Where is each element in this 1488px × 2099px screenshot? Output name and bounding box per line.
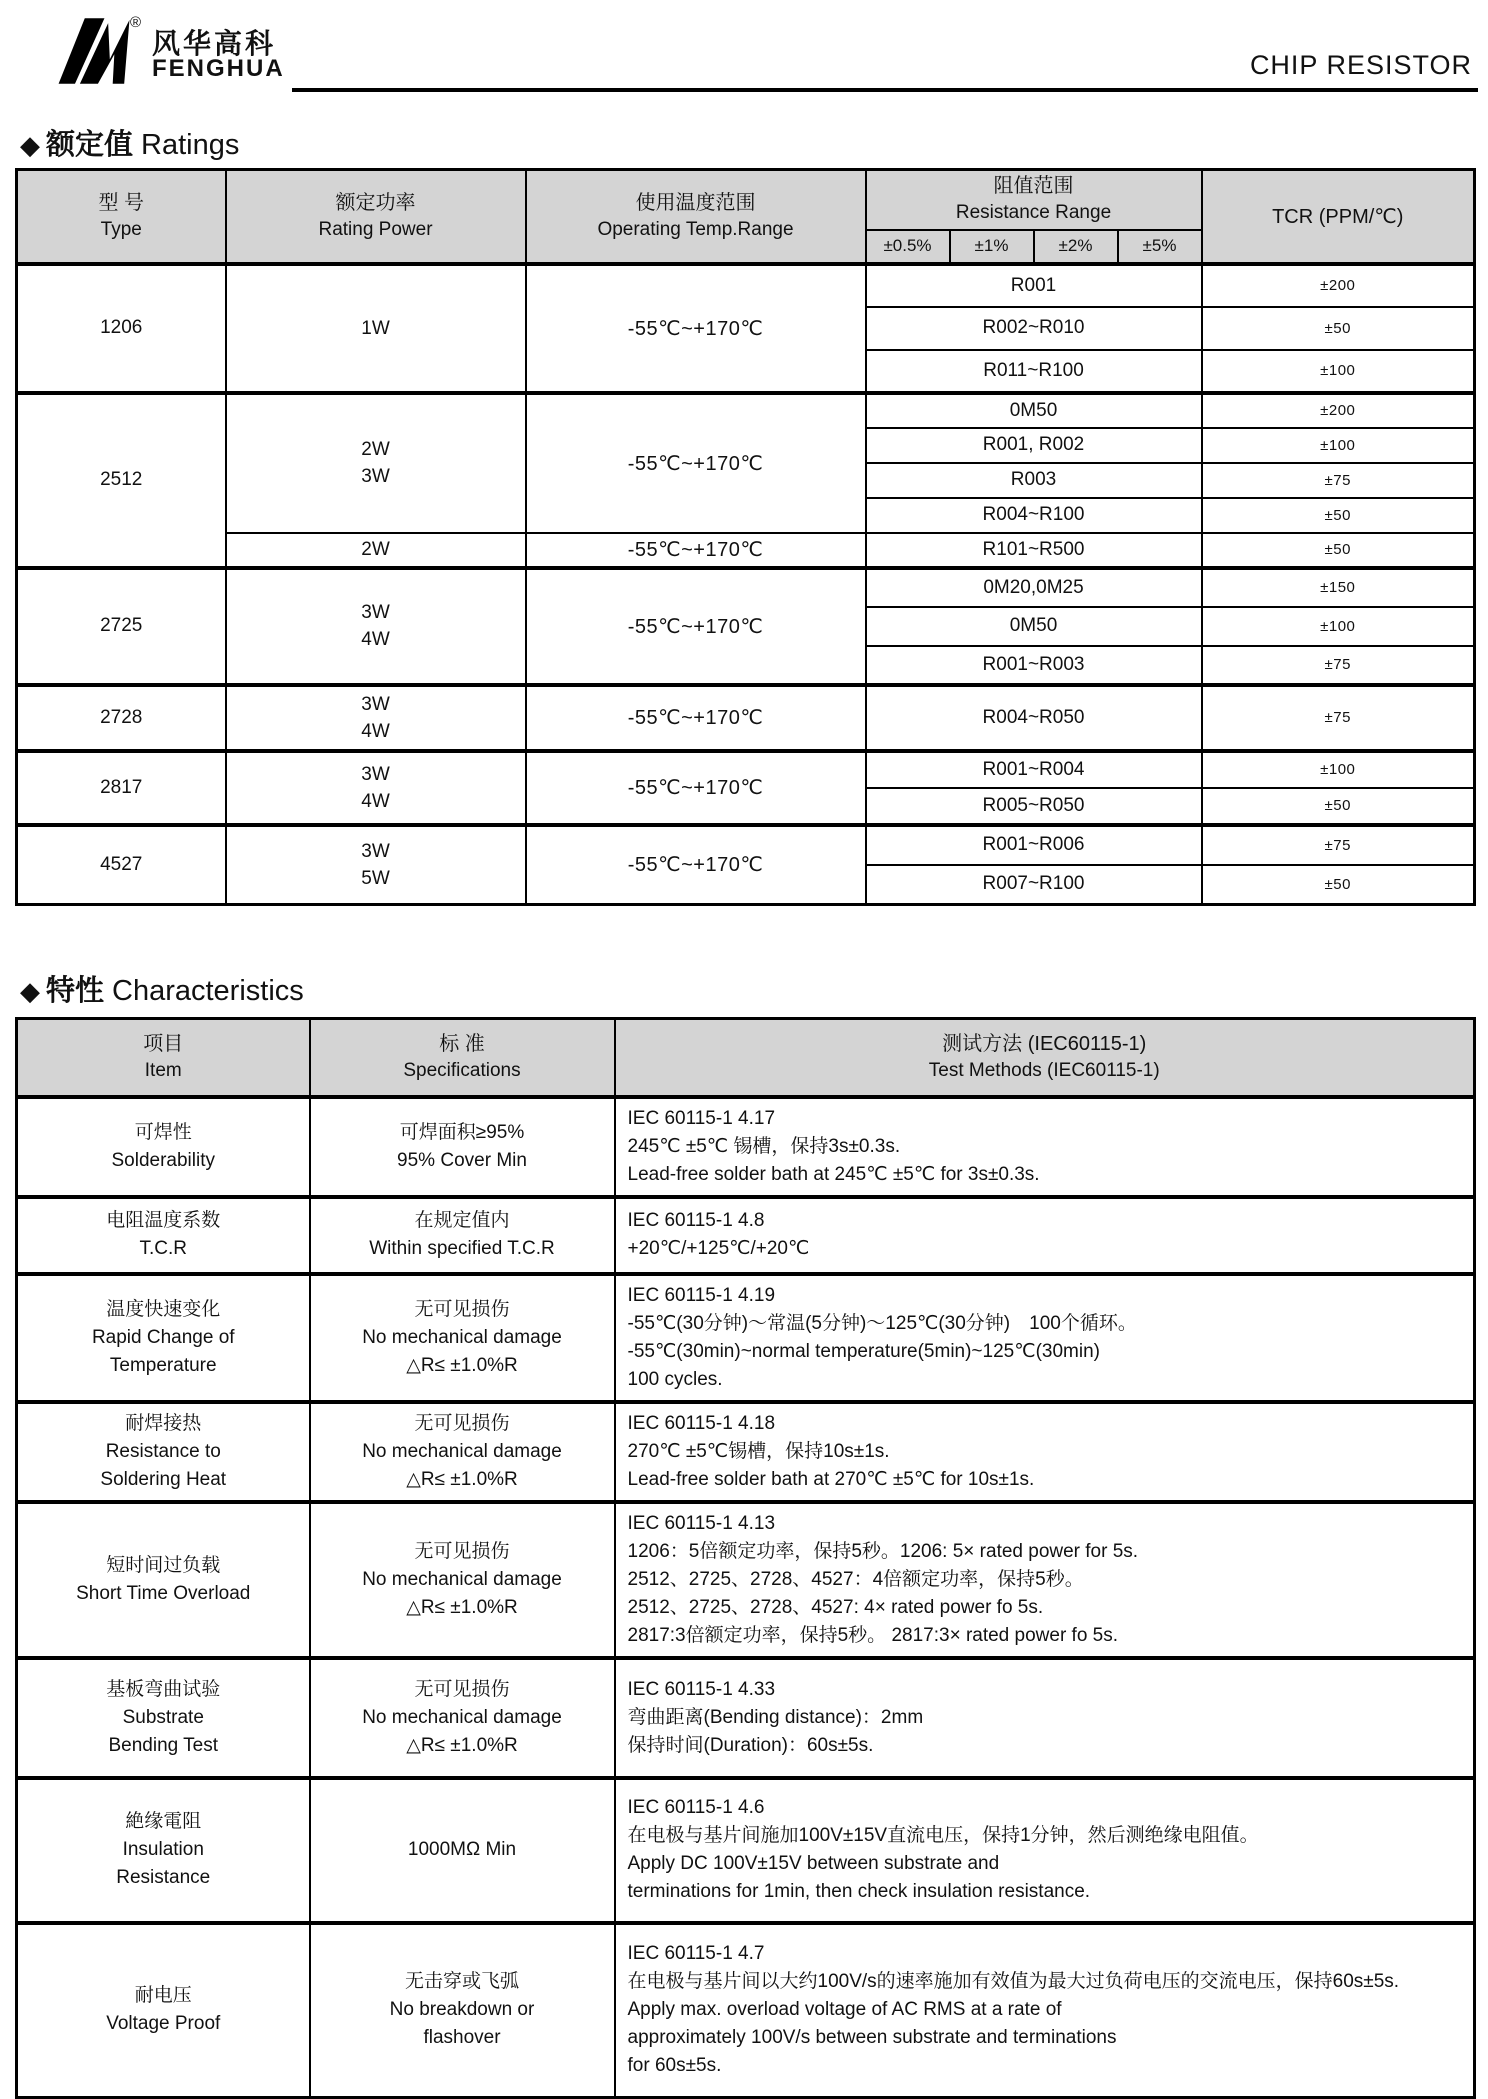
tcr-cell: ±100: [1202, 751, 1475, 788]
tcr-cell: ±50: [1202, 788, 1475, 825]
ratings-row: [17, 533, 1475, 568]
range-cell: R011~R100: [866, 350, 1202, 393]
item-line: T.C.R: [139, 1238, 187, 1259]
ratings-row: [17, 825, 1475, 865]
range-cell: 0M20,0M25: [866, 568, 1202, 607]
col-header-item: [17, 1019, 310, 1097]
item-cell: [17, 1097, 310, 1197]
power-value: 1W: [361, 317, 390, 339]
ratings-row: [17, 264, 1475, 307]
characteristics-section-title: [20, 968, 304, 1009]
ratings-row: [17, 568, 1475, 607]
col-header-tol-5: ±5%: [1118, 230, 1202, 264]
method-line: Apply max. overload voltage of AC RMS at a rate of: [627, 1999, 1062, 2021]
range-cell: R001~R004: [866, 751, 1202, 788]
range-cell: R001: [866, 264, 1202, 307]
char-row-insulation-resistance: [17, 1778, 1475, 1923]
ratings-row: [17, 751, 1475, 788]
type-cell: 2817: [17, 751, 226, 825]
col-label-en: Rating Power: [318, 218, 433, 240]
method-line: 2817:3倍额定功率，保持5秒。 2817:3× rated power fo 5s.: [627, 1624, 1119, 1646]
item-line: Voltage Proof: [106, 2013, 221, 2035]
method-line: 2512、2725、2728、4527: 4× rated power fo 5s.: [627, 1596, 1044, 1618]
tcr-cell: ±75: [1202, 825, 1475, 865]
range-cell: R101~R500: [866, 533, 1202, 568]
char-row-resistance-to-soldering-heat: [17, 1402, 1475, 1502]
item-cell: [17, 1923, 310, 2098]
spec-line: 95% Cover Min: [397, 1149, 527, 1171]
power-value: 2W: [361, 439, 390, 460]
power-value: 2W: [361, 539, 390, 560]
spec-line: 无可见损伤: [414, 1412, 510, 1434]
item-line: 耐焊接热: [125, 1412, 202, 1434]
spec-line: Within specified T.C.R: [369, 1238, 555, 1259]
char-row-tcr: [17, 1197, 1475, 1274]
col-label-en: Operating Temp.Range: [597, 218, 794, 240]
type-cell: 2725: [17, 568, 226, 685]
method-line: -55℃(30min)~normal temperature(5min)~125℃(30min): [627, 1340, 1100, 1362]
ratings-section-title: [20, 122, 239, 163]
item-line: Short Time Overload: [76, 1582, 251, 1604]
spec-line: No mechanical damage: [362, 1440, 562, 1462]
col-label-cn: 型 号: [98, 191, 145, 214]
method-line: 保持时间(Duration)：60s±5s.: [627, 1734, 874, 1756]
char-row-rapid-change-of-temperature: [17, 1274, 1475, 1402]
spec-line: 无可见损伤: [414, 1298, 510, 1320]
method-line: 100 cycles.: [627, 1368, 723, 1390]
spec-line: 无击穿或飞弧: [404, 1971, 519, 1993]
method-line: 弯曲距离(Bending distance)：2mm: [627, 1706, 924, 1728]
item-line: Bending Test: [108, 1734, 218, 1756]
temp-cell: -55℃~+170℃: [526, 264, 866, 393]
tcr-cell: ±75: [1202, 463, 1475, 498]
method-cell: [615, 1097, 1475, 1197]
method-cell: [615, 1502, 1475, 1658]
col-header-tcr: TCR (PPM/℃): [1202, 170, 1475, 264]
power-value: 5W: [361, 867, 390, 889]
characteristics-header-row: [17, 1019, 1475, 1097]
method-line: -55℃(30分钟)～常温(5分钟)～125℃(30分钟) 100个循环。: [627, 1312, 1137, 1334]
spec-cell: [310, 1923, 615, 2098]
tcr-cell: ±100: [1202, 428, 1475, 463]
spec-line: △R≤ ±1.0%R: [406, 1596, 518, 1618]
range-cell: 0M50: [866, 393, 1202, 428]
method-cell: [615, 1658, 1475, 1778]
item-line: Substrate: [122, 1706, 204, 1728]
method-line: +20℃/+125℃/+20℃: [627, 1238, 810, 1259]
type-cell: 2512: [17, 393, 226, 568]
spec-line: 可焊面积≥95%: [399, 1121, 525, 1143]
document-title: CHIP RESISTOR: [1249, 50, 1472, 80]
item-line: Insulation: [122, 1839, 204, 1860]
tcr-cell: ±50: [1202, 865, 1475, 905]
spec-cell: [310, 1274, 615, 1402]
method-line: terminations for 1min, then check insulation resistance.: [627, 1881, 1091, 1902]
range-cell: R001, R002: [866, 428, 1202, 463]
power-cell: [226, 533, 526, 568]
method-line: 245℃ ±5℃ 锡槽，保持3s±0.3s.: [627, 1135, 901, 1157]
tcr-cell: ±100: [1202, 607, 1475, 646]
range-cell: 0M50: [866, 607, 1202, 646]
power-value: 3W: [361, 693, 390, 715]
col-header-resistance-range: [866, 170, 1202, 230]
range-cell: R004~R050: [866, 685, 1202, 751]
char-row-solderability: [17, 1097, 1475, 1197]
item-cell: [17, 1402, 310, 1502]
temp-cell: -55℃~+170℃: [526, 393, 866, 533]
item-line: Soldering Heat: [100, 1468, 227, 1490]
power-value: 4W: [361, 720, 390, 742]
spec-line: No mechanical damage: [362, 1326, 562, 1348]
temp-cell: -55℃~+170℃: [526, 685, 866, 751]
temp-cell: -55℃~+170℃: [526, 568, 866, 685]
tcr-cell: ±50: [1202, 533, 1475, 568]
item-line: 可焊性: [134, 1121, 192, 1143]
range-cell: R003: [866, 463, 1202, 498]
spec-line: △R≤ ±1.0%R: [406, 1354, 518, 1376]
tcr-cell: ±200: [1202, 393, 1475, 428]
power-value: 3W: [361, 763, 390, 785]
power-cell: [226, 825, 526, 905]
col-label-en: Test Methods (IEC60115-1): [928, 1059, 1160, 1081]
col-label-en: Item: [144, 1059, 182, 1081]
type-cell: 4527: [17, 825, 226, 905]
method-line: for 60s±5s.: [627, 2055, 722, 2077]
item-cell: [17, 1197, 310, 1274]
char-row-short-time-overload: [17, 1502, 1475, 1658]
item-line: 电阻温度系数: [106, 1210, 221, 1231]
item-line: 短时间过负载: [106, 1554, 221, 1576]
method-line: approximately 100V/s between substrate and terminations: [627, 2027, 1117, 2049]
tcr-cell: ±50: [1202, 307, 1475, 350]
method-line: Apply DC 100V±15V between substrate and: [627, 1853, 1000, 1874]
item-line: Resistance: [116, 1867, 211, 1888]
spec-line: No breakdown or: [389, 1999, 535, 2021]
ratings-row: [17, 393, 1475, 428]
method-line: IEC 60115-1 4.19: [627, 1284, 776, 1306]
method-cell: [615, 1402, 1475, 1502]
method-cell: [615, 1923, 1475, 2098]
power-cell: [226, 751, 526, 825]
item-cell: [17, 1778, 310, 1923]
col-header-tol-1: ±1%: [950, 230, 1034, 264]
method-line: 270℃ ±5℃锡槽，保持10s±1s.: [627, 1440, 890, 1462]
col-header-type: [17, 170, 226, 264]
spec-line: flashover: [423, 2027, 501, 2049]
range-cell: R001~R006: [866, 825, 1202, 865]
section-title-cn: 特性: [46, 975, 105, 1007]
item-line: 基板弯曲试验: [106, 1678, 221, 1700]
method-line: IEC 60115-1 4.17: [627, 1107, 776, 1129]
section-title-cn: 额定值: [46, 129, 134, 161]
tcr-cell: ±75: [1202, 685, 1475, 751]
power-value: 3W: [361, 602, 390, 623]
temp-cell: -55℃~+170℃: [526, 533, 866, 568]
diamond-icon: ◆: [20, 976, 40, 1006]
method-line: 在电极与基片间以大约100V/s的速率施加有效值为最大过负荷电压的交流电压，保持60s±5s.: [627, 1971, 1400, 1993]
method-line: Lead-free solder bath at 245℃ ±5℃ for 3s±0.3s.: [627, 1163, 1040, 1185]
method-line: 1206：5倍额定功率，保持5秒。1206: 5× rated power for 5s.: [627, 1540, 1139, 1562]
power-value: 3W: [361, 840, 390, 862]
method-line: 2512、2725、2728、4527：4倍额定功率，保持5秒。: [627, 1568, 1084, 1590]
spec-line: △R≤ ±1.0%R: [406, 1468, 518, 1490]
spec-cell: [310, 1778, 615, 1923]
section-title-en: Ratings: [141, 129, 240, 161]
range-cell: R002~R010: [866, 307, 1202, 350]
spec-cell: [310, 1658, 615, 1778]
item-line: Rapid Change of: [91, 1326, 235, 1348]
char-row-substrate-bending-test: [17, 1658, 1475, 1778]
header-divider: [292, 88, 1478, 92]
power-cell: [226, 264, 526, 393]
tcr-cell: ±75: [1202, 646, 1475, 685]
range-cell: R004~R100: [866, 498, 1202, 533]
power-value: 4W: [361, 790, 390, 812]
col-label-en: Type: [100, 218, 142, 240]
col-label-cn: 标 准: [439, 1032, 485, 1055]
method-line: IEC 60115-1 4.8: [627, 1210, 765, 1231]
char-row-voltage-proof: [17, 1923, 1475, 2098]
col-header-tol-2: ±2%: [1034, 230, 1118, 264]
item-cell: [17, 1502, 310, 1658]
item-line: 耐电压: [134, 1985, 192, 2007]
method-line: IEC 60115-1 4.33: [627, 1678, 776, 1700]
spec-cell: [310, 1097, 615, 1197]
section-title-en: Characteristics: [112, 975, 304, 1007]
item-cell: [17, 1658, 310, 1778]
col-label-en: Specifications: [403, 1059, 521, 1081]
col-header-tol-0.5: ±0.5%: [866, 230, 950, 264]
range-cell: R005~R050: [866, 788, 1202, 825]
power-cell: [226, 393, 526, 533]
type-cell: 2728: [17, 685, 226, 751]
ratings-header-row: [17, 170, 1475, 230]
col-header-power: [226, 170, 526, 264]
method-cell: [615, 1778, 1475, 1923]
col-label-en: Resistance Range: [955, 202, 1112, 224]
temp-cell: -55℃~+170℃: [526, 825, 866, 905]
method-line: IEC 60115-1 4.18: [627, 1412, 776, 1434]
registered-trademark-icon: ®: [130, 14, 142, 31]
brand-name-en: FENGHUA: [152, 55, 285, 82]
fenghua-logo-icon: [52, 16, 134, 86]
method-line: IEC 60115-1 4.13: [627, 1512, 776, 1534]
ratings-table: [15, 168, 1476, 906]
tcr-cell: ±50: [1202, 498, 1475, 533]
method-cell: [615, 1197, 1475, 1274]
ratings-row: [17, 685, 1475, 751]
diamond-icon: ◆: [20, 130, 40, 160]
col-label-cn: 额定功率: [335, 191, 416, 214]
item-line: Solderability: [111, 1149, 215, 1171]
range-cell: R007~R100: [866, 865, 1202, 905]
item-line: 絶缘電阻: [125, 1811, 202, 1832]
spec-line: No mechanical damage: [362, 1568, 562, 1590]
power-value: 4W: [361, 629, 390, 650]
item-line: Resistance to: [105, 1440, 221, 1462]
characteristics-table: [15, 1017, 1476, 2099]
tcr-cell: ±150: [1202, 568, 1475, 607]
spec-cell: [310, 1502, 615, 1658]
col-label-cn: 使用温度范围: [635, 191, 756, 214]
method-cell: [615, 1274, 1475, 1402]
spec-line: 无可见损伤: [414, 1540, 510, 1562]
col-label-cn: 项目: [143, 1032, 184, 1055]
method-line: IEC 60115-1 4.6: [627, 1797, 765, 1818]
power-value: 3W: [361, 466, 390, 487]
power-cell: [226, 568, 526, 685]
spec-line: △R≤ ±1.0%R: [406, 1734, 518, 1756]
tcr-cell: ±200: [1202, 264, 1475, 307]
spec-cell: [310, 1402, 615, 1502]
power-cell: [226, 685, 526, 751]
col-label-cn: 测试方法 (IEC60115-1): [942, 1032, 1147, 1055]
item-line: Temperature: [109, 1354, 217, 1376]
range-cell: R001~R003: [866, 646, 1202, 685]
spec-line: 在规定值内: [414, 1210, 510, 1231]
col-header-temp: [526, 170, 866, 264]
temp-cell: -55℃~+170℃: [526, 751, 866, 825]
brand-name-cn: 风华高科: [152, 28, 277, 59]
spec-line: 1000MΩ Min: [407, 1839, 517, 1860]
item-line: 温度快速变化: [106, 1298, 221, 1320]
method-line: 在电极与基片间施加100V±15V直流电压，保持1分钟，然后测绝缘电阻值。: [627, 1825, 1259, 1846]
method-line: Lead-free solder bath at 270℃ ±5℃ for 10s±1s.: [627, 1468, 1035, 1490]
type-cell: 1206: [17, 264, 226, 393]
spec-line: No mechanical damage: [362, 1706, 562, 1728]
method-line: IEC 60115-1 4.7: [627, 1943, 765, 1965]
item-cell: [17, 1274, 310, 1402]
tcr-cell: ±100: [1202, 350, 1475, 393]
col-label-cn: 阻值范围: [993, 175, 1074, 198]
col-header-test-methods: [615, 1019, 1475, 1097]
spec-cell: [310, 1197, 615, 1274]
col-header-specifications: [310, 1019, 615, 1097]
spec-line: 无可见损伤: [414, 1678, 510, 1700]
